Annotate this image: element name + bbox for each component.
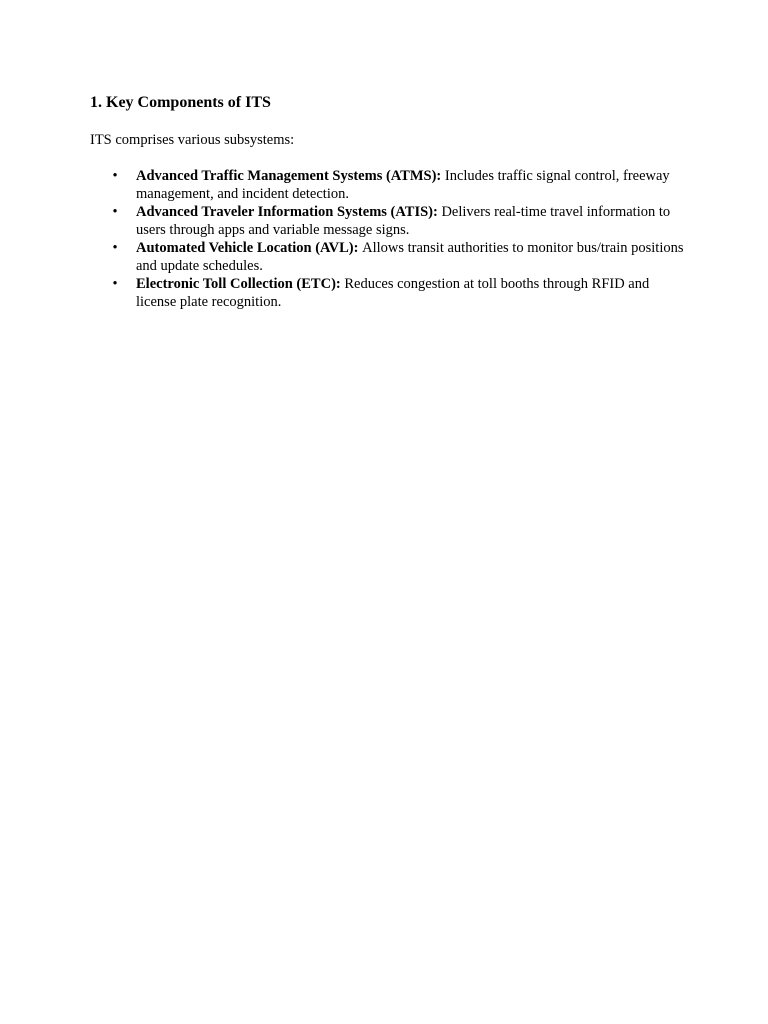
bullet-icon: • [112, 168, 118, 184]
bullet-icon: • [112, 276, 118, 292]
list-item-term: Advanced Traffic Management Systems (ATMS): [136, 168, 445, 184]
list-item-text: Reduces congestion at toll booths through RFID and license plate recognition. [136, 276, 650, 310]
intro-paragraph: ITS comprises various subsystems: [90, 132, 295, 148]
list-item [90, 203, 690, 239]
subsystem-list [90, 167, 690, 311]
list-item-text: Delivers real-time travel information to users through apps and variable message signs. [136, 204, 671, 238]
list-item-text: Includes traffic signal control, freeway management, and incident detection. [136, 168, 670, 202]
bullet-icon: • [112, 204, 118, 220]
list-item [90, 239, 690, 275]
list-item-term: Advanced Traveler Information Systems (ATIS): [136, 204, 442, 220]
document-page [90, 92, 690, 311]
list-item [90, 275, 690, 311]
list-item-term: Electronic Toll Collection (ETC): [136, 276, 345, 292]
bullet-icon: • [112, 240, 118, 256]
list-item [90, 167, 690, 203]
list-item-text: Allows transit authorities to monitor bus/train positions and update schedules. [136, 240, 684, 274]
list-item-term: Automated Vehicle Location (AVL): [136, 240, 363, 256]
section-heading: 1. Key Components of ITS [90, 94, 271, 111]
